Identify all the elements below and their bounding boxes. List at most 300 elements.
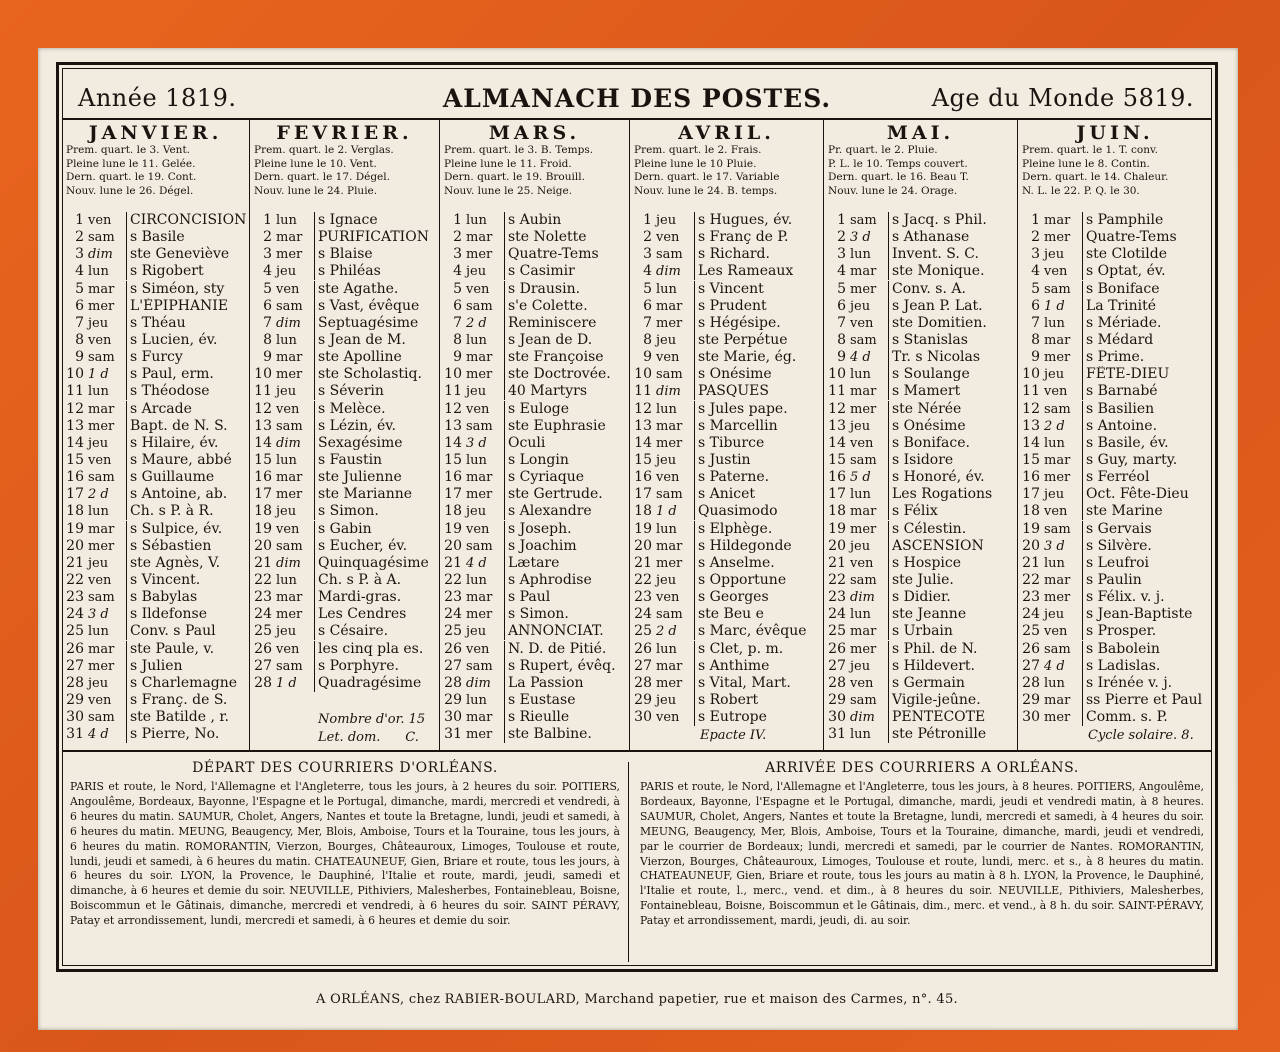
saint-name: s Franç de P. [694,229,824,246]
day-number: 26 [254,640,272,657]
saint-name: s Richard. [694,246,824,263]
saint-name: s Barnabé [1082,383,1212,400]
day-number: 30 [828,709,846,726]
weekday: sam [850,332,877,348]
weekday: mar [656,658,683,674]
saint-name: ste Françoise [504,349,630,366]
day-row [440,246,629,263]
almanac-title: ALMANACH DES POSTES. [442,84,832,113]
day-row [62,229,249,246]
day-row [250,263,439,280]
saint-name: s Basile [126,229,250,246]
weekday: mer [850,641,877,657]
day-row [440,281,629,298]
day-number: 22 [66,571,84,588]
day-row [824,332,1017,349]
day-list [62,212,249,743]
day-row [630,366,823,383]
saint-name: s Vincent. [126,572,250,589]
saint-name: s Elphège. [694,521,824,538]
weekday: sam [88,710,115,726]
saint-name: ste Geneviève [126,246,250,263]
weekday: mar [656,298,683,314]
month-column [440,120,630,750]
weekday: sam [88,590,115,606]
saint-name: ste Paule, v. [126,641,250,658]
day-number: 31 [444,726,462,743]
day-number: 14 [1022,434,1040,451]
day-row [824,435,1017,452]
day-number: 2 [75,229,84,246]
day-row [250,486,439,503]
month-footnote: Nombre d'or. 15 [318,712,426,727]
day-number: 10 [634,366,652,383]
day-row [440,315,629,332]
day-row [824,469,1017,486]
weekday: sam [656,607,683,623]
day-row [824,641,1017,658]
day-row [440,401,629,418]
day-number: 17 [1022,486,1040,503]
day-row [630,349,823,366]
weekday: mer [1044,590,1071,606]
weekday: jeu [276,384,297,400]
weekday: mer [466,607,493,623]
day-number: 16 [444,469,462,486]
weekday: lun [1044,555,1065,571]
weekday: ven [276,641,300,657]
saint-name: s Optat, év. [1082,263,1212,280]
weekday: sam [466,298,493,314]
day-row [1018,606,1212,623]
saint-name: s Félix. v. j. [1082,589,1212,606]
weekday: mar [656,538,683,554]
almanac-header [62,70,1212,120]
day-number: 1 [1031,212,1040,228]
saint-name: ste Beu e [694,606,824,623]
day-row [1018,572,1212,589]
saint-name: s Simon. [314,503,440,520]
weekday: ven [276,521,300,537]
month-column [250,120,440,750]
weekday: mar [466,470,493,486]
day-row [630,675,823,692]
day-row [1018,555,1212,572]
saint-name: s Anthime [694,658,824,675]
saint-name: s Longin [504,452,630,469]
day-row [250,521,439,538]
day-number: 21 [254,554,272,571]
day-row [630,692,823,709]
saint-name: s Rieulle [504,709,630,726]
day-row [1018,418,1212,435]
saint-name: s Hilaire, év. [126,435,250,452]
weekday: 2 d [1044,418,1065,434]
day-row [62,315,249,332]
day-number: 9 [837,349,846,366]
weekday: ven [656,470,680,486]
day-row [250,366,439,383]
saint-name: s Jean-Baptiste [1082,606,1212,623]
day-number: 7 [75,314,84,331]
saint-name: s Vast, évêque [314,298,440,315]
day-row [62,298,249,315]
weekday: dim [850,590,875,606]
moon-phase-line: Nouv. lune le 24. B. temps. [634,184,778,197]
day-number: 24 [66,606,84,623]
day-number: 21 [1022,554,1040,571]
saint-name: s Hildegonde [694,538,824,555]
weekday: mer [276,247,303,263]
weekday: mer [1044,470,1071,486]
year-label: Année 1819. [78,84,237,112]
weekday: jeu [656,213,677,228]
saint-name: Ch. s P. à R. [126,503,250,520]
day-number: 18 [444,503,462,520]
day-number: 24 [444,606,462,623]
day-number: 18 [1022,503,1040,520]
weekday: jeu [88,315,109,331]
day-number: 22 [1022,571,1040,588]
saint-name: La Passion [504,675,630,692]
day-row [62,263,249,280]
saint-name: les cinq pla es. [314,641,440,658]
day-number: 20 [444,537,462,554]
weekday: jeu [850,298,871,314]
day-row [1018,332,1212,349]
saint-name: Les Rogations [888,486,1018,503]
weekday: 1 d [656,504,677,520]
saint-name: s Hégésipe. [694,315,824,332]
weekday: ven [88,452,112,468]
month-footnote: Cycle solaire. 8. [1088,728,1194,743]
moon-phase-line: Nouv. lune le 25. Neige. [444,184,573,197]
day-row [440,452,629,469]
day-row [250,452,439,469]
weekday: lun [1044,675,1065,691]
day-list [1018,212,1212,726]
day-number: 24 [828,606,846,623]
day-row [250,641,439,658]
day-number: 19 [634,520,652,537]
day-list [250,212,439,692]
saint-name: s Césaire. [314,623,440,640]
moon-phase-line: Pleine lune le 8. Contin. [1022,157,1150,170]
day-number: 29 [828,691,846,708]
saint-name: Les Rameaux [694,263,824,280]
day-number: 26 [66,640,84,657]
saint-name: s Onésime [694,366,824,383]
day-number: 8 [837,331,846,348]
weekday: sam [88,350,115,366]
day-row [62,486,249,503]
day-row [824,281,1017,298]
day-row [440,383,629,400]
saint-name: s Cyriaque [504,469,630,486]
weekday: sam [850,572,877,588]
weekday: lun [850,607,871,623]
day-row [440,212,629,229]
day-number: 3 [837,246,846,263]
weekday: sam [276,418,303,434]
weekday: lun [656,401,677,417]
saint-name: PURIFICATION [314,229,440,246]
saint-name: Lætare [504,555,630,572]
weekday: mar [88,641,115,657]
day-number: 16 [828,469,846,486]
saint-name: s Irénée v. j. [1082,675,1212,692]
saint-name: s Joseph. [504,521,630,538]
day-number: 17 [254,486,272,503]
saint-name: s Ladislas. [1082,658,1212,675]
saint-name: ste Nolette [504,229,630,246]
saint-name: s Hospice [888,555,1018,572]
weekday: mer [656,315,683,331]
day-number: 28 [828,674,846,691]
day-row [1018,366,1212,383]
month-grid [62,120,1212,752]
day-number: 12 [254,400,272,417]
weekday: sam [466,538,493,554]
weekday: mar [466,350,493,366]
day-number: 28 [444,674,462,691]
day-number: 19 [1022,520,1040,537]
weekday: mer [850,401,877,417]
weekday: ven [656,710,680,726]
weekday: mar [1044,452,1071,468]
day-row [440,332,629,349]
saint-name: s Eutrope [694,709,824,726]
day-row [1018,401,1212,418]
saint-name: Reminiscere [504,315,630,332]
weekday: sam [466,418,493,434]
saint-name: s Guillaume [126,469,250,486]
day-number: 10 [66,366,84,383]
day-row [824,675,1017,692]
saint-name: s Melèce. [314,401,440,418]
day-row [1018,675,1212,692]
weekday: jeu [276,504,297,520]
saint-name: ste Marianne [314,486,440,503]
day-row [62,589,249,606]
day-row [250,332,439,349]
saint-name: Sexagésime [314,435,440,452]
weekday: jeu [276,264,297,280]
weekday: 1 d [88,367,109,383]
day-number: 21 [634,554,652,571]
saint-name: Quasimodo [694,503,824,520]
saint-name: s Faustin [314,452,440,469]
saint-name: s Mamert [888,383,1018,400]
arrivals-column [632,752,1212,970]
day-number: 30 [634,709,652,726]
weekday: sam [656,367,683,383]
day-number: 26 [828,640,846,657]
day-row [824,315,1017,332]
saint-name: s Boniface. [888,435,1018,452]
printer-imprint: A ORLÉANS, chez RABIER-BOULARD, Marchand papetier, rue et maison des Carmes, n°. 45. [316,992,958,1007]
weekday: dim [276,435,301,451]
day-row [250,401,439,418]
saint-name: s Phil. de N. [888,641,1018,658]
day-row [824,452,1017,469]
day-row [630,212,823,229]
day-row [440,709,629,726]
saint-name: Comm. s. P. [1082,709,1212,726]
weekday: lun [466,452,487,468]
saint-name: s Prudent [694,298,824,315]
weekday: sam [850,213,877,228]
month-name: MARS. [488,122,581,144]
weekday: mer [850,281,877,297]
day-row [824,692,1017,709]
weekday: lun [850,367,871,383]
day-row [62,366,249,383]
day-row [62,503,249,520]
saint-name: s Drausin. [504,281,630,298]
saint-name: s Leufroi [1082,555,1212,572]
saint-name: s Paul, erm. [126,366,250,383]
day-number: 5 [643,280,652,297]
saint-name: ste Euphrasie [504,418,630,435]
day-number: 27 [444,657,462,674]
saint-name: s Jean de M. [314,332,440,349]
day-number: 24 [634,606,652,623]
day-row [630,606,823,623]
day-number: 27 [828,657,846,674]
day-number: 4 [75,263,84,280]
day-number: 17 [66,486,84,503]
saint-name: s Hugues, év. [694,212,824,229]
weekday: jeu [88,435,109,451]
day-number: 17 [444,486,462,503]
world-age-label: Age du Monde 5819. [931,84,1194,112]
day-row [62,435,249,452]
weekday: mar [850,264,877,280]
day-row [824,263,1017,280]
day-row [630,589,823,606]
day-number: 14 [444,434,462,451]
day-number: 13 [634,417,652,434]
saint-name: s Paterne. [694,469,824,486]
saint-name: s Médard [1082,332,1212,349]
moon-phase-line: Prem. quart. le 3. Vent. [66,144,191,156]
weekday: mer [466,367,493,383]
saint-name: ste Batilde , r. [126,709,250,726]
day-row [62,332,249,349]
weekday: sam [276,298,303,314]
saint-name: s Arcade [126,401,250,418]
weekday: ven [276,401,300,417]
saint-name: ste Julie. [888,572,1018,589]
weekday: mar [276,350,303,366]
day-row [62,726,249,743]
day-number: 11 [828,383,846,400]
weekday: jeu [850,538,871,554]
day-number: 6 [643,297,652,314]
day-row [630,332,823,349]
day-number: 5 [1031,280,1040,297]
day-row [630,315,823,332]
weekday: mer [88,658,115,674]
weekday: lun [656,641,677,657]
saint-name: Ch. s P. à A. [314,572,440,589]
day-number: 14 [66,434,84,451]
weekday: jeu [466,384,487,400]
day-row [630,521,823,538]
day-row [250,349,439,366]
day-number: 3 [263,246,272,263]
day-number: 23 [444,589,462,606]
day-row [440,349,629,366]
day-row [250,572,439,589]
saint-name: ste Agnès, V. [126,555,250,572]
weekday: 3 d [1044,538,1065,554]
weekday: jeu [1044,487,1065,503]
saint-name: ste Domitien. [888,315,1018,332]
day-number: 1 [75,212,84,228]
saint-name: s Pamphile [1082,212,1212,229]
day-number: 18 [634,503,652,520]
day-number: 25 [1022,623,1040,640]
saint-name: s Lézin, év. [314,418,440,435]
saint-name: s Aubin [504,212,630,229]
weekday: mar [1044,572,1071,588]
day-number: 18 [254,503,272,520]
day-number: 1 [263,212,272,228]
saint-name: s Mériade. [1082,315,1212,332]
saint-name: s Boniface [1082,281,1212,298]
day-row [1018,623,1212,640]
weekday: 1 d [1044,298,1065,314]
day-row [250,555,439,572]
weekday: ven [1044,504,1068,520]
day-number: 7 [837,314,846,331]
day-row [250,503,439,520]
saint-name: ste Clotilde [1082,246,1212,263]
saint-name: ss Pierre et Paul [1082,692,1212,709]
day-number: 9 [75,349,84,366]
saint-name: ste Julienne [314,469,440,486]
day-number: 19 [444,520,462,537]
saint-name: s Philéas [314,263,440,280]
saint-name: ste Marie, ég. [694,349,824,366]
day-number: 20 [634,537,652,554]
day-number: 19 [66,520,84,537]
saint-name: Conv. s Paul [126,623,250,640]
day-number: 13 [1022,417,1040,434]
saint-name: s Antoine, ab. [126,486,250,503]
day-row [824,246,1017,263]
saint-name: ste Monique. [888,263,1018,280]
day-row [250,623,439,640]
weekday: lun [276,452,297,468]
saint-name: Invent. S. C. [888,246,1018,263]
weekday: 4 d [88,727,109,743]
weekday: 3 d [88,607,109,623]
saint-name: s Onésime [888,418,1018,435]
day-number: 7 [643,314,652,331]
day-row [440,589,629,606]
weekday: ven [466,521,490,537]
saint-name: s Jacq. s Phil. [888,212,1018,229]
weekday: sam [466,658,493,674]
day-number: 29 [634,691,652,708]
weekday: ven [656,350,680,366]
day-number: 3 [453,246,462,263]
day-row [250,469,439,486]
saint-name: s Silvère. [1082,538,1212,555]
